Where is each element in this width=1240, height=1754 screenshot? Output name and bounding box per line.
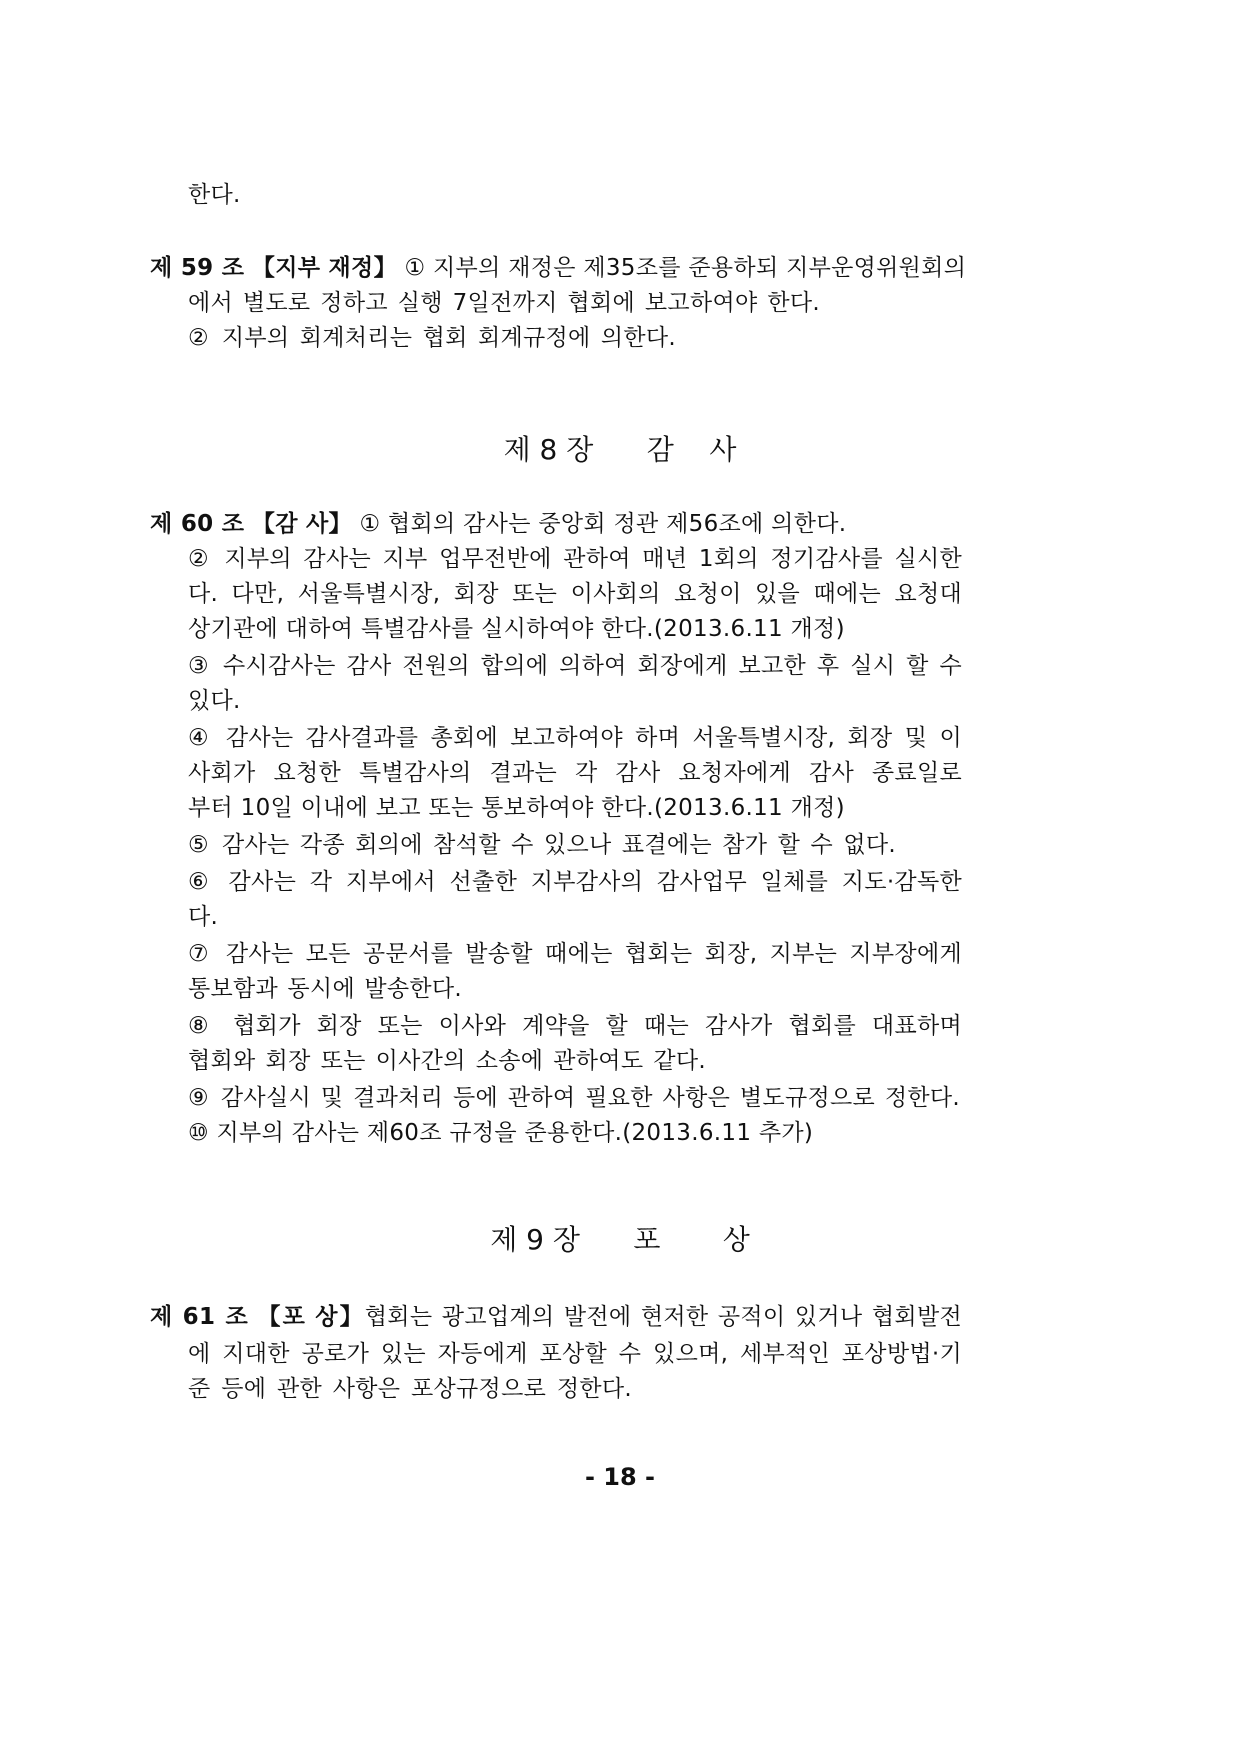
article-60-line-4: 상기관에 대하여 특별감사를 실시하여야 한다.(2013.6.11 개정) (188, 616, 845, 642)
article-60-line-16: 협회와 회장 또는 이사간의 소송에 관하여도 같다. (188, 1048, 706, 1074)
article-60-line-3: 다. 다만, 서울특별시장, 회장 또는 이사회의 요청이 있을 때에는 요청대 (188, 581, 962, 607)
chapter-8-title: 감 사 (646, 433, 737, 466)
chapter-8-label: 제 8 장 (503, 433, 594, 466)
article-61-line-1 (150, 1302, 962, 1332)
article-60-line-15: ⑧ 협회가 회장 또는 이사와 계약을 할 때는 감사가 협회를 대표하며 (188, 1013, 962, 1039)
continuation-text: 한다. (188, 182, 241, 208)
article-60-title: 【감 사】 (251, 511, 352, 537)
article-60-line-1 (150, 509, 847, 539)
article-60-line-17: ⑨ 감사실시 및 결과처리 등에 관하여 필요한 사항은 별도규정으로 정한다. (188, 1085, 960, 1111)
article-60-line-8: 사회가 요청한 특별감사의 결과는 각 감사 요청자에게 감사 종료일로 (188, 760, 962, 786)
article-60-text: ① 협회의 감사는 중앙회 정관 제56조에 의한다. (359, 511, 847, 537)
article-61-line-2: 에 지대한 공로가 있는 자등에게 포상할 수 있으며, 세부적인 포상방법·기 (188, 1341, 962, 1367)
article-60-line-14: 통보함과 동시에 발송한다. (188, 976, 462, 1002)
article-59-number: 제 59 조 (150, 255, 245, 281)
article-61-number: 제 61 조 (150, 1304, 248, 1330)
article-59-line-1 (150, 253, 967, 283)
article-60-line-13: ⑦ 감사는 모든 공문서를 발송할 때에는 협회는 회장, 지부는 지부장에게 (188, 941, 962, 967)
article-60-line-9: 부터 10일 이내에 보고 또는 통보하여야 한다.(2013.6.11 개정) (188, 795, 845, 821)
article-60-number: 제 60 조 (150, 511, 245, 537)
article-59-line-2: 에서 별도로 정하고 실행 7일전까지 협회에 보고하여야 한다. (188, 290, 820, 316)
article-60-line-5: ③ 수시감사는 감사 전원의 합의에 의하여 회장에게 보고한 후 실시 할 수 (188, 653, 962, 679)
article-60-line-10: ⑤ 감사는 각종 회의에 참석할 수 있으나 표결에는 참가 할 수 없다. (188, 832, 896, 858)
article-59-line-3: ② 지부의 회계처리는 협회 회계규정에 의한다. (188, 325, 676, 351)
article-59-text: ① 지부의 재정은 제35조를 준용하되 지부운영위원회의 (404, 255, 967, 281)
article-59-title: 【지부 재정】 (251, 255, 397, 281)
chapter-9-label: 제 9 장 (490, 1223, 580, 1256)
article-60-line-6: 있다. (188, 688, 241, 714)
article-61-text: 협회는 광고업계의 발전에 현저한 공적이 있거나 협회발전 (364, 1304, 962, 1330)
article-61-title: 【포 상】 (257, 1304, 365, 1330)
page-number: - 18 - (584, 1463, 656, 1491)
article-60-line-2: ② 지부의 감사는 지부 업무전반에 관하여 매년 1회의 정기감사를 실시한 (188, 546, 962, 572)
article-60-line-12: 다. (188, 904, 219, 930)
article-60-line-11: ⑥ 감사는 각 지부에서 선출한 지부감사의 감사업무 일체를 지도·감독한 (188, 869, 962, 895)
chapter-8-heading (0, 432, 1240, 468)
chapter-9-title: 포 상 (633, 1223, 750, 1256)
article-60-line-18: ⑩ 지부의 감사는 제60조 규정을 준용한다.(2013.6.11 추가) (188, 1120, 814, 1146)
article-60-line-7: ④ 감사는 감사결과를 총회에 보고하여야 하며 서울특별시장, 회장 및 이 (188, 725, 962, 751)
article-61-line-3: 준 등에 관한 사항은 포상규정으로 정한다. (188, 1376, 632, 1402)
chapter-9-heading (0, 1222, 1240, 1258)
